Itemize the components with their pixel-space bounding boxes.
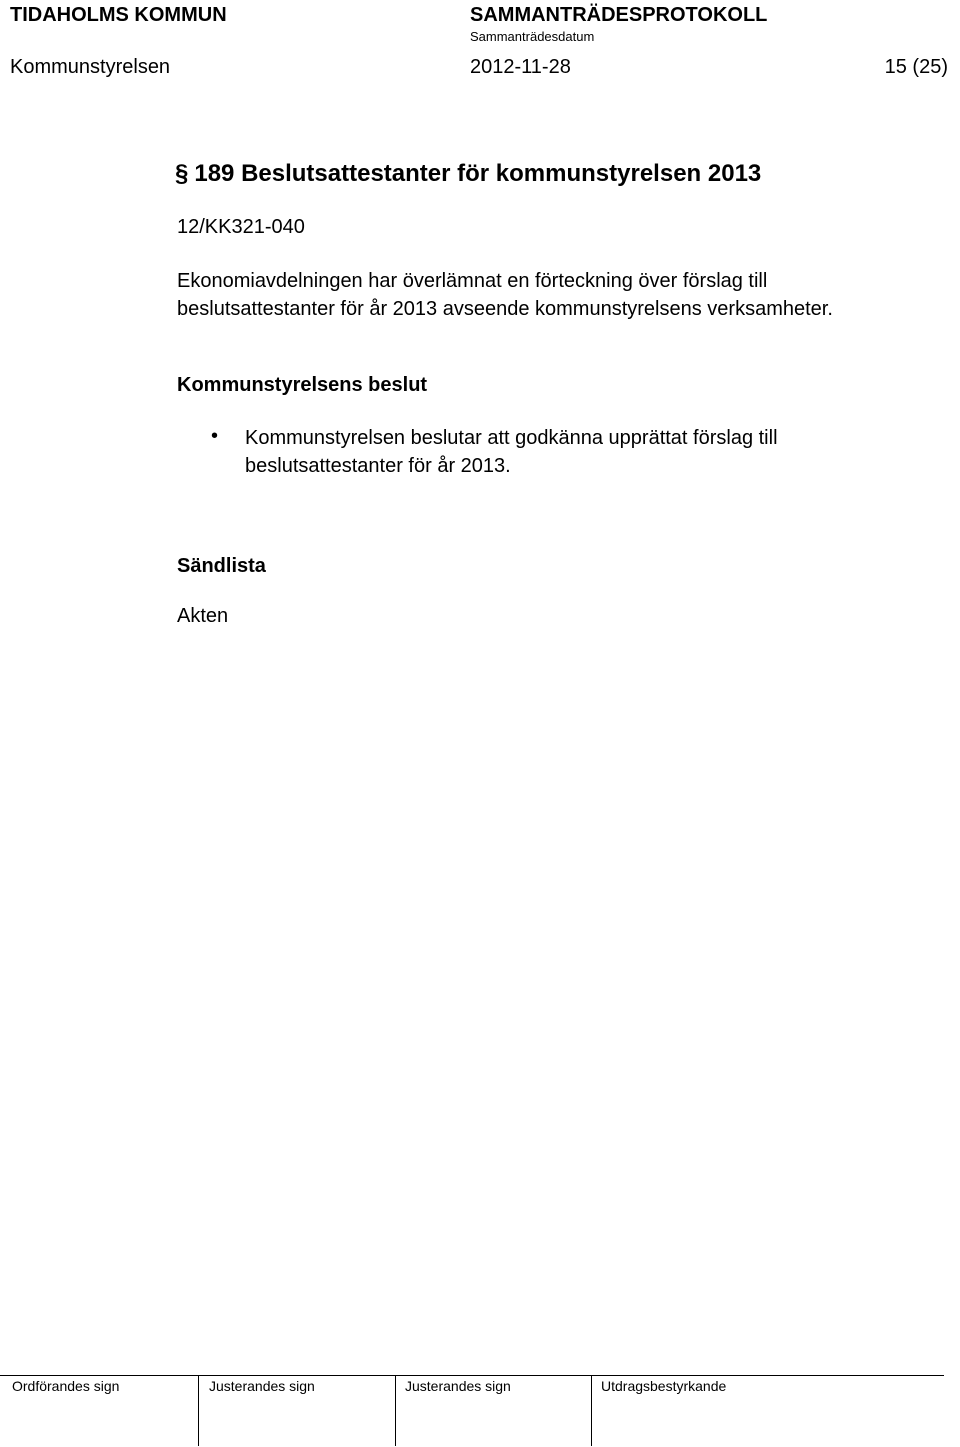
section-symbol: § bbox=[175, 160, 189, 187]
committee-name: Kommunstyrelsen bbox=[10, 56, 171, 78]
footer-cell-divider bbox=[591, 1376, 592, 1446]
footer-cell-divider bbox=[198, 1376, 199, 1446]
send-list-item: Akten bbox=[177, 605, 229, 627]
section-title-text: 189 Beslutsattestanter för kommunstyrelsen 2013 bbox=[194, 160, 762, 187]
meeting-date-label: Sammanträdesdatum bbox=[470, 29, 595, 44]
case-number: 12/KK321-040 bbox=[177, 216, 305, 238]
footer-chair-signature: Ordförandes sign bbox=[12, 1378, 120, 1394]
footer-adjuster-signature: Justerandes sign bbox=[209, 1378, 315, 1394]
footer-extract-certification: Utdragsbestyrkande bbox=[601, 1378, 727, 1394]
section-title bbox=[175, 160, 761, 188]
footer-cell-divider bbox=[395, 1376, 396, 1446]
meeting-date: 2012-11-28 bbox=[470, 56, 571, 78]
page-number: 15 (25) bbox=[884, 56, 948, 78]
bullet-marker: • bbox=[211, 425, 219, 447]
send-list-heading: Sändlista bbox=[177, 555, 266, 577]
footer-divider bbox=[0, 1375, 944, 1376]
decision-item: Kommunstyrelsen beslutar att godkänna upprättat förslag till beslutsattestanter för år 2013. bbox=[245, 427, 778, 477]
document-type: SAMMANTRÄDESPROTOKOLL bbox=[470, 4, 768, 26]
organization-name: TIDAHOLMS KOMMUN bbox=[10, 4, 227, 26]
section-paragraph: Ekonomiavdelningen har överlämnat en förteckning över förslag till beslutsattestanter för år 2013 avseende kommunstyrelsens verksamheter. bbox=[177, 270, 833, 320]
decision-heading: Kommunstyrelsens beslut bbox=[177, 374, 428, 396]
footer-adjuster-signature: Justerandes sign bbox=[405, 1378, 511, 1394]
